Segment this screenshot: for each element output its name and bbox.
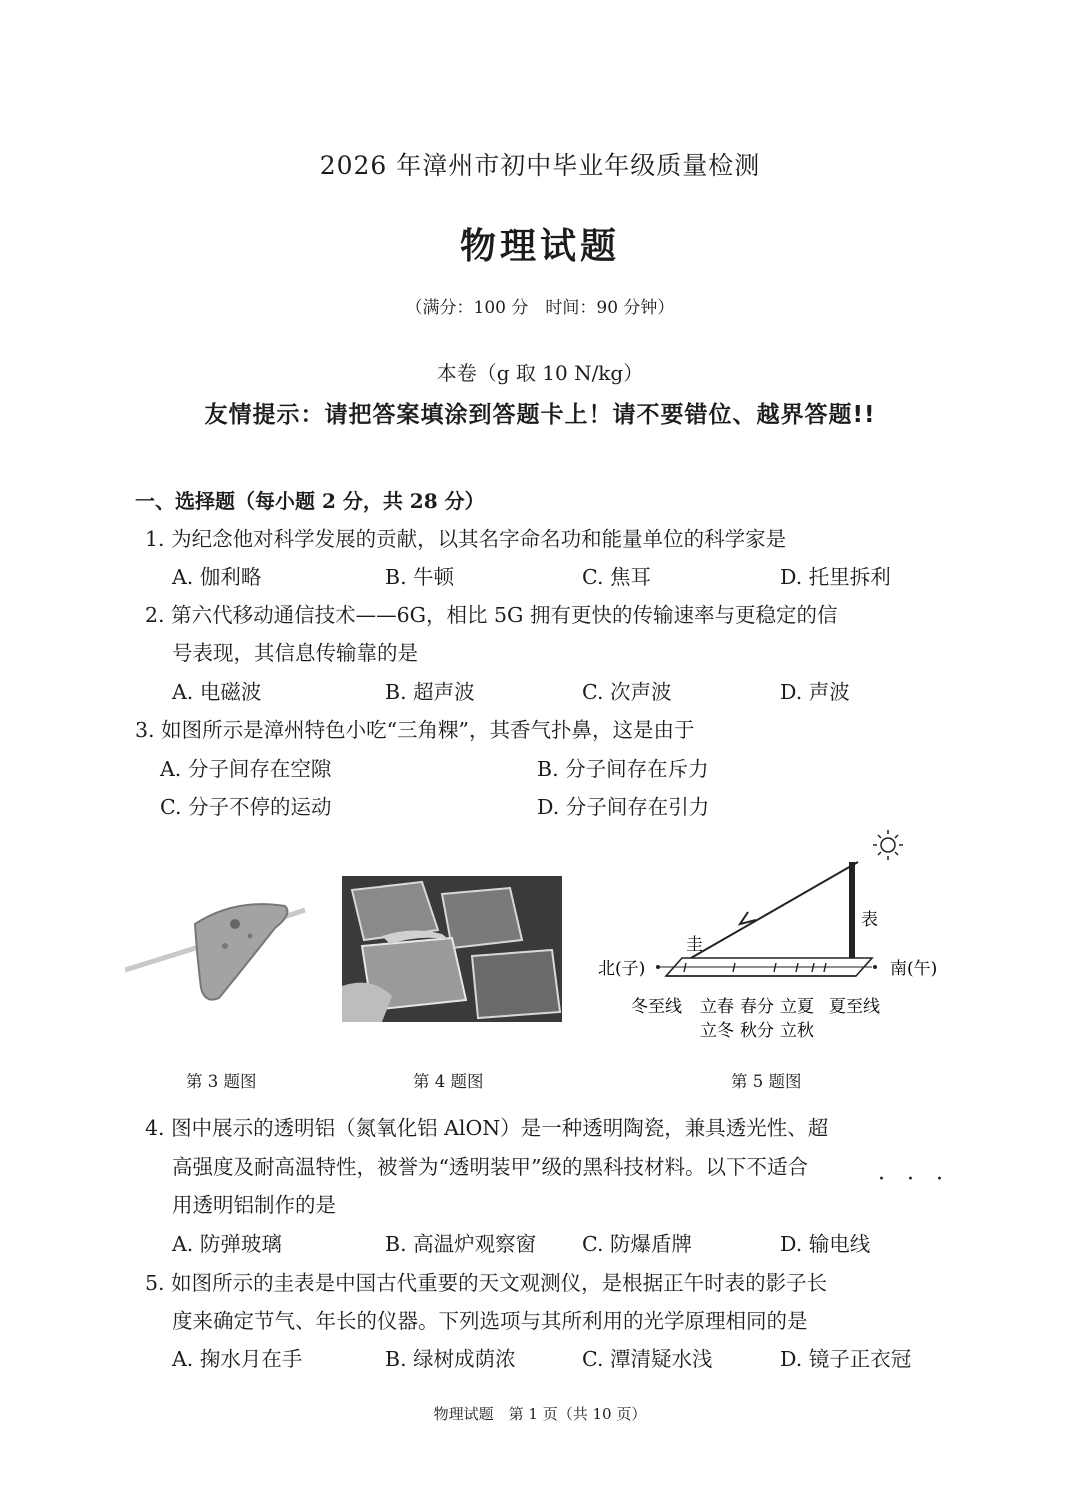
figure-5-caption: 第 5 题图: [731, 1072, 802, 1091]
sun-ray: [684, 862, 858, 962]
label-summer-solstice: 夏至线: [829, 997, 880, 1017]
question-5-option-b: B. 绿树成荫浓: [385, 1347, 516, 1371]
question-4-option-d: D. 输电线: [780, 1232, 871, 1256]
question-2-stem-line1: 2. 第六代移动通信技术——6G，相比 5G 拥有更快的传输速率与更稳定的信: [145, 603, 838, 627]
question-4-option-b: B. 高温炉观察窗: [385, 1232, 537, 1256]
score-time-note: （满分：100 分 时间：90 分钟）: [405, 298, 675, 318]
question-4-stem-line1: 4. 图中展示的透明铝（氮氧化铝 AlON）是一种透明陶瓷，兼具透光性、超: [145, 1116, 829, 1140]
figure-3-caption: 第 3 题图: [186, 1072, 257, 1091]
label-lixia: 立夏: [780, 997, 814, 1017]
question-3-option-d: D. 分子间存在引力: [537, 795, 710, 819]
label-qiufen: 秋分: [740, 1021, 774, 1041]
question-5-option-a: A. 掬水月在手: [172, 1347, 303, 1371]
label-south: 南(午): [890, 959, 938, 979]
label-north: 北(子): [598, 959, 646, 979]
label-lidong: 立冬: [700, 1021, 734, 1041]
question-2-option-a: A. 电磁波: [172, 680, 262, 704]
triangle-snack: [195, 904, 287, 1000]
reminder-banner: 友情提示：请把答案填涂到答题卡上！请不要错位、越界答题!!: [204, 402, 876, 428]
question-2-option-c: C. 次声波: [582, 680, 672, 704]
question-5-option-c: C. 潭清疑水浅: [582, 1347, 713, 1371]
gnomon-post: [849, 862, 855, 962]
label-winter-solstice: 冬至线: [631, 997, 682, 1017]
question-5-stem-line1: 5. 如图所示的圭表是中国古代重要的天文观测仪，是根据正午时表的影子长: [145, 1271, 828, 1295]
figure-5-guibiao-diagram: [590, 826, 955, 1046]
question-1-option-c: C. 焦耳: [582, 565, 651, 589]
question-3-option-a: A. 分子间存在空隙: [160, 757, 332, 781]
sun-icon: [873, 830, 903, 860]
label-liqiu: 立秋: [780, 1021, 814, 1041]
label-lichun: 立春: [700, 997, 734, 1017]
question-1-stem: 1. 为纪念他对科学发展的贡献，以其名字命名功和能量单位的科学家是: [145, 527, 787, 551]
paper-note: 本卷（g 取 10 N/kg）: [436, 361, 644, 385]
question-2-stem-line2: 号表现，其信息传输靠的是: [172, 641, 418, 665]
figure-4-caption: 第 4 题图: [413, 1072, 484, 1091]
label-chunfen: 春分: [740, 997, 774, 1017]
emphasis-dots: · · ·: [878, 1167, 943, 1192]
question-1-option-d: D. 托里拆利: [780, 565, 891, 589]
question-2-option-b: B. 超声波: [385, 680, 475, 704]
question-5-stem-line2: 度来确定节气、年长的仪器。下列选项与其所利用的光学原理相同的是: [172, 1309, 808, 1333]
question-3-stem: 3. 如图所示是漳州特色小吃“三角粿”，其香气扑鼻，这是由于: [135, 718, 695, 742]
question-1-option-b: B. 牛顿: [385, 565, 455, 589]
question-2-option-d: D. 声波: [780, 680, 850, 704]
question-4-stem-line3: 用透明铝制作的是: [172, 1193, 336, 1217]
question-4-option-a: A. 防弹玻璃: [172, 1232, 282, 1256]
section-title: 一、选择题（每小题 2 分，共 28 分）: [135, 489, 485, 513]
page-footer: 物理试题 第 1 页（共 10 页）: [433, 1405, 647, 1423]
question-3-option-b: B. 分子间存在斥力: [537, 757, 709, 781]
label-gui: 圭: [686, 935, 703, 955]
question-1-option-a: A. 伽利略: [172, 565, 262, 589]
figure-3-snack-photo: [125, 880, 315, 1010]
question-5-option-d: D. 镜子正衣冠: [780, 1347, 912, 1371]
figure-4-transparent-aluminum-photo: [342, 876, 562, 1022]
question-4-stem-line2: 高强度及耐高温特性，被誉为“透明装甲”级的黑科技材料。以下不适合: [172, 1155, 808, 1179]
question-4-option-c: C. 防爆盾牌: [582, 1232, 692, 1256]
subject-title: 物理试题: [459, 225, 620, 267]
question-3-option-c: C. 分子不停的运动: [160, 795, 332, 819]
exam-title: 2026 年漳州市初中毕业年级质量检测: [319, 151, 761, 180]
label-biao: 表: [861, 910, 878, 930]
